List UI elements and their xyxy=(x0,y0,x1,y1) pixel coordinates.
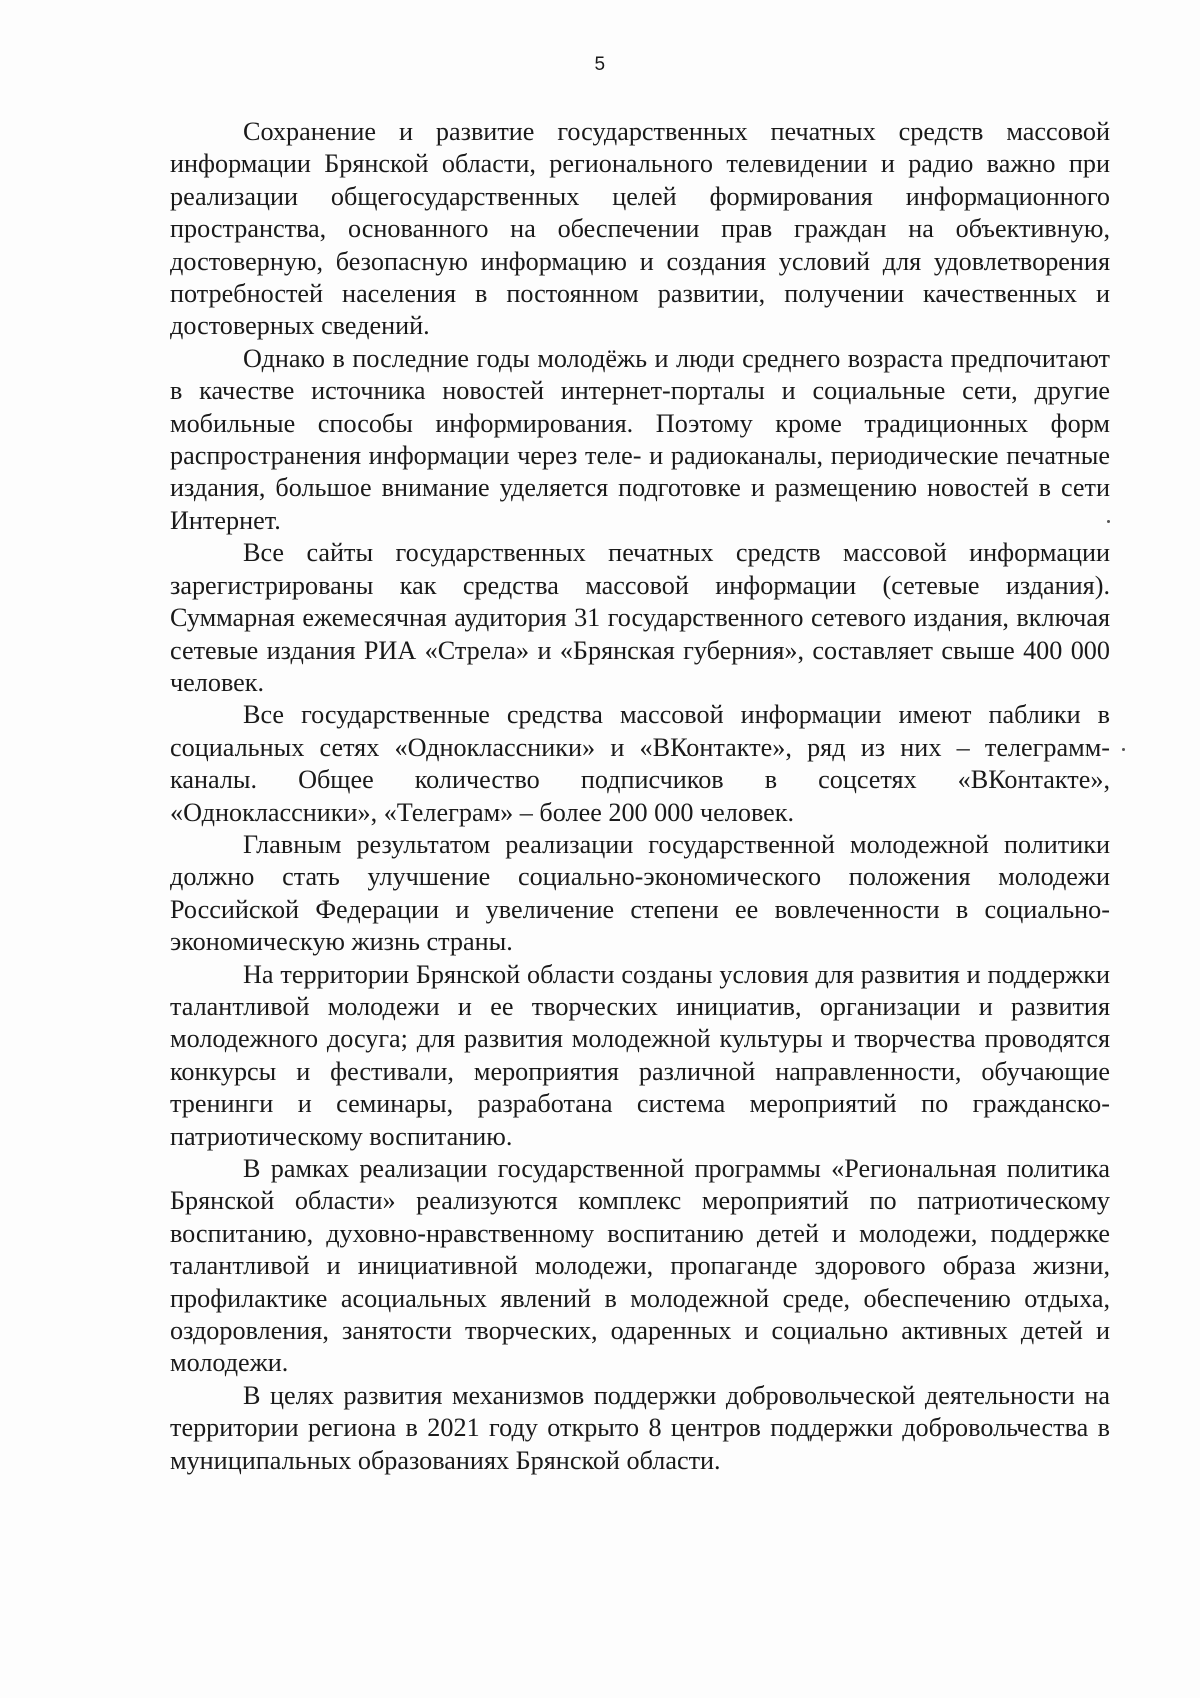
document-body xyxy=(170,116,1110,1477)
scan-speck xyxy=(1122,748,1125,751)
paragraph-talented-youth-support: На территории Брянской области созданы условия для развития и поддержки талантливой молодежи и ее творческих инициатив, организации и развития молодежного досуга; для развития молодежной культуры и творчества проводятся конкурсы и фестивали, мероприятия различной направленности, обучающие тренинги и семинары, разработана система мероприятий по гражданско-патриотическому воспитанию. xyxy=(170,959,1110,1151)
scan-speck xyxy=(1107,520,1110,523)
paragraph-volunteer-centers: В целях развития механизмов поддержки добровольческой деятельности на территории региона в 2021 году открыто 8 центров поддержки добровольчества в муниципальных образованиях Брянской области. xyxy=(170,1380,1110,1475)
paragraph-social-media-publics: Все государственные средства массовой информации имеют паблики в социальных сетях «Одноклассники» и «ВКонтакте», ряд из них – телеграмм-каналы. Общее количество подписчиков в соцсетях «ВКонтакте», «Одноклассники», «Телеграм» – более 200 000 человек. xyxy=(170,700,1110,827)
paragraph-registered-websites: Все сайты государственных печатных средств массовой информации зарегистрированы как средства массовой информации (сетевые издания). Суммарная ежемесячная аудитория 31 государственного сетевого издания, включая сетевые издания РИА «Стрела» и «Брянская губерния», составляет свыше 400 000 человек. xyxy=(170,538,1110,697)
paragraph-mass-media-preservation: Сохранение и развитие государственных печатных средств массовой информации Брянской области, регионального телевидении и радио важно при реализации общегосударственных целей формирования информационного пространства, основанного на обеспечении прав граждан на объективную, достоверную, безопасную информацию и создания условий для удовлетворения потребностей населения в постоянном развитии, получении качественных и достоверных сведений. xyxy=(170,117,1110,341)
paragraph-regional-policy-program: В рамках реализации государственной программы «Региональная политика Брянской области» реализуются комплекс мероприятий по патриотическому воспитанию, духовно-нравственному воспитанию детей и молодежи, поддержке талантливой и инициативной молодежи, пропаганде здорового образа жизни, профилактике асоциальных явлений в молодежной среде, обеспечению отдыха, оздоровления, занятости творческих, одаренных и социально активных детей и молодежи. xyxy=(170,1154,1110,1378)
paragraph-youth-news-sources: Однако в последние годы молодёжь и люди среднего возраста предпочитают в качестве источника новостей интернет-порталы и социальные сети, другие мобильные способы информирования. Поэтому кроме традиционных форм распространения информации через теле- и радиоканалы, периодические печатные издания, большое внимание уделяется подготовке и размещению новостей в сети Интернет. xyxy=(170,343,1110,535)
page-number: 5 xyxy=(594,54,606,75)
paragraph-youth-policy-result: Главным результатом реализации государственной молодежной политики должно стать улучшение социально-экономического положения молодежи Российской Федерации и увеличение степени ее вовлеченности в социально-экономическую жизнь страны. xyxy=(170,829,1110,957)
